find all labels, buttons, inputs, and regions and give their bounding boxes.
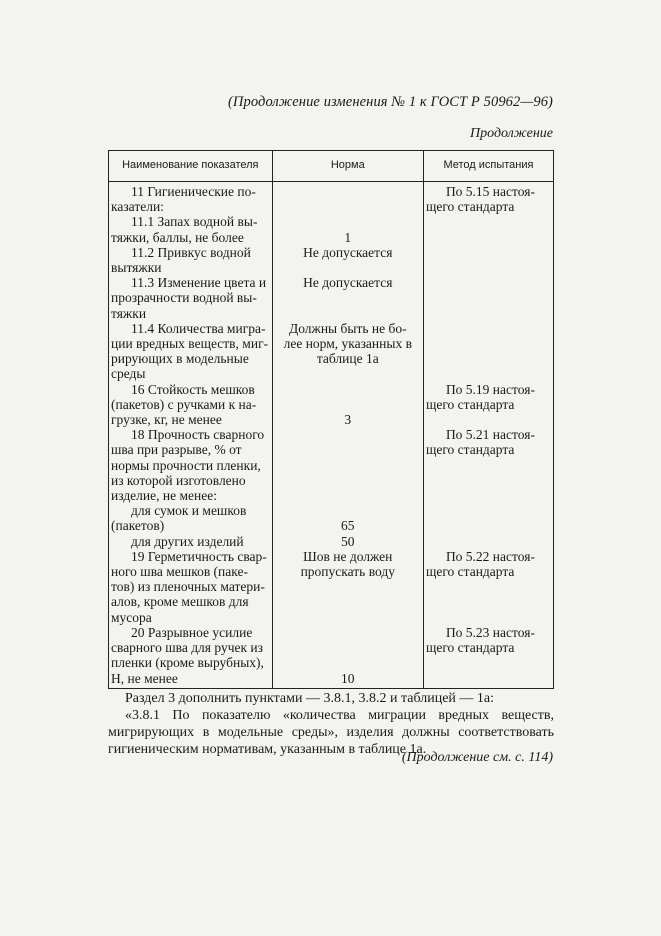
table-row [109,321,554,382]
indicator-name-line: для сумок и мешков [131,503,247,519]
cell-indicator-name [109,503,273,533]
cell-test-method [423,427,553,503]
cell-norm [272,503,423,533]
table-row [109,549,554,625]
indicator-name-line: 20 Разрывное усилие [131,624,253,640]
cell-indicator-name [109,275,273,321]
indicator-name-line: нормы прочности пленки, [111,457,261,473]
paragraph-2: «3.8.1 По показателю «количества миграции вредных веществ, мигрирующих в модельные среды», изделия должны соответствовать гигиеническим нормативам, указанным в таблице 1а. [108,708,554,757]
indicator-name-line: Н, не менее [111,670,178,686]
indicator-name-line: ции вредных веществ, миг- [111,336,269,352]
cell-norm [272,382,423,428]
indicator-name-line: 11 Гигиенические по- [131,184,256,199]
cell-indicator-name [109,382,273,428]
specification-table [108,150,554,689]
indicator-name-line: 18 Прочность сварного [131,427,265,443]
test-method-line: По 5.19 настоя- [445,381,535,397]
cell-norm [272,549,423,625]
table-row [109,503,554,533]
indicator-name-line: ного шва мешков (паке- [111,564,248,580]
continuation-label: Продолжение [470,126,553,141]
cell-test-method [423,382,553,428]
indicator-name-line: изделие, не менее: [111,488,217,504]
cell-indicator-name [109,214,273,244]
indicator-name-line: 11.2 Привкус водной [131,244,251,260]
cell-indicator-name [109,321,273,382]
norm-line: пропускать воду [300,564,395,580]
table-body [109,182,554,689]
norm-line [275,625,421,640]
test-method-line: щего стандарта [425,640,515,656]
indicator-name-line: 16 Стойкость мешков [131,381,255,397]
cell-norm [272,245,423,275]
norm-line: Шов не должен [303,548,393,564]
norm-line: Не допускается [303,244,393,260]
cell-test-method [423,503,553,533]
cell-test-method [423,534,553,549]
cell-test-method [423,549,553,625]
norm-line [275,214,421,229]
document-header: (Продолжение изменения № 1 к ГОСТ Р 50962—96) [228,94,553,110]
norm-line: лее норм, указанных в [283,336,412,352]
test-method-line: По 5.15 настоя- [445,184,535,199]
table-header-row [109,151,554,182]
column-header-name: Наименование показателя [109,151,273,182]
indicator-name-line: 19 Герметичность свар- [131,548,267,564]
column-header-norm: Норма [272,151,423,182]
indicator-name-line: пленки (кроме вырубных), [111,655,264,671]
indicator-name-line: тов) из пленочных матери- [111,579,265,595]
indicator-name-line: из которой изготовлено [111,472,246,488]
cell-norm [272,427,423,503]
cell-norm [272,182,423,215]
indicator-name-line: шва при разрыве, % от [111,442,242,458]
cell-norm [272,321,423,382]
norm-line: 50 [341,533,355,549]
cell-norm [272,625,423,688]
cell-indicator-name [109,549,273,625]
indicator-name-line: рирующих в модельные [111,351,249,367]
cell-test-method [423,625,553,688]
cell-test-method [423,182,553,215]
test-method-line: щего стандарта [425,396,515,412]
indicator-name-line: грузке, кг, не менее [111,412,222,428]
test-method-line: щего стандарта [425,564,515,580]
table-row [109,625,554,688]
norm-line [275,655,421,670]
cell-test-method [423,245,553,275]
indicator-name-line: (пакетов) с ручками к на- [111,396,257,412]
indicator-name-line: среды [111,366,146,382]
cell-norm [272,534,423,549]
indicator-name-line: прозрачности водной вы- [111,290,257,306]
table-row [109,427,554,503]
indicator-name-line: тяжки [111,305,147,321]
indicator-name-line: тяжки, баллы, не более [111,229,244,245]
indicator-name-line: 11.3 Изменение цвета и [131,275,267,291]
cell-test-method [423,321,553,382]
table-row [109,382,554,428]
cell-test-method [423,275,553,321]
table-row [109,534,554,549]
cell-indicator-name [109,427,273,503]
test-method-line: По 5.22 настоя- [445,548,535,564]
cell-test-method [423,214,553,244]
indicator-name-line: мусора [111,609,152,625]
indicator-name-line: 11.4 Количества мигра- [131,320,266,336]
indicator-name-line: 11.1 Запах водной вы- [131,214,258,230]
indicator-name-line: казатели: [111,199,164,215]
paragraph-1: Раздел 3 дополнить пунктами — 3.8.1, 3.8.2 и таблицей — 1а: [125,691,495,706]
cell-indicator-name [109,245,273,275]
indicator-name-line: вытяжки [111,260,162,276]
table-row [109,245,554,275]
norm-line: таблице 1а [316,351,379,367]
cell-indicator-name [109,182,273,215]
cell-norm [272,275,423,321]
norm-line: Должны быть не бо- [288,320,407,336]
table-row [109,214,554,244]
test-method-line: щего стандарта [425,199,515,215]
norm-line: 65 [341,518,355,534]
table-row [109,275,554,321]
indicator-name-line: (пакетов) [111,518,165,534]
norm-line [275,640,421,655]
column-header-method: Метод испытания [423,151,553,182]
norm-line [275,397,421,412]
cell-indicator-name [109,625,273,688]
norm-line: 10 [341,670,355,686]
test-method-line: По 5.21 настоя- [445,427,535,443]
norm-line [275,503,421,518]
indicator-name-line: алов, кроме мешков для [111,594,249,610]
norm-line: 3 [344,412,352,428]
table-row [109,182,554,215]
test-method-line: щего стандарта [425,442,515,458]
indicator-name-line: сварного шва для ручек из [111,640,263,656]
norm-line: 1 [344,229,352,245]
norm-line: Не допускается [303,275,393,291]
paragraph-section-3 [108,690,554,758]
cell-norm [272,214,423,244]
footer-continuation: (Продолжение см. с. 114) [401,750,553,765]
indicator-name-line: для других изделий [131,533,244,549]
test-method-line: По 5.23 настоя- [445,624,535,640]
norm-line [275,382,421,397]
cell-indicator-name [109,534,273,549]
